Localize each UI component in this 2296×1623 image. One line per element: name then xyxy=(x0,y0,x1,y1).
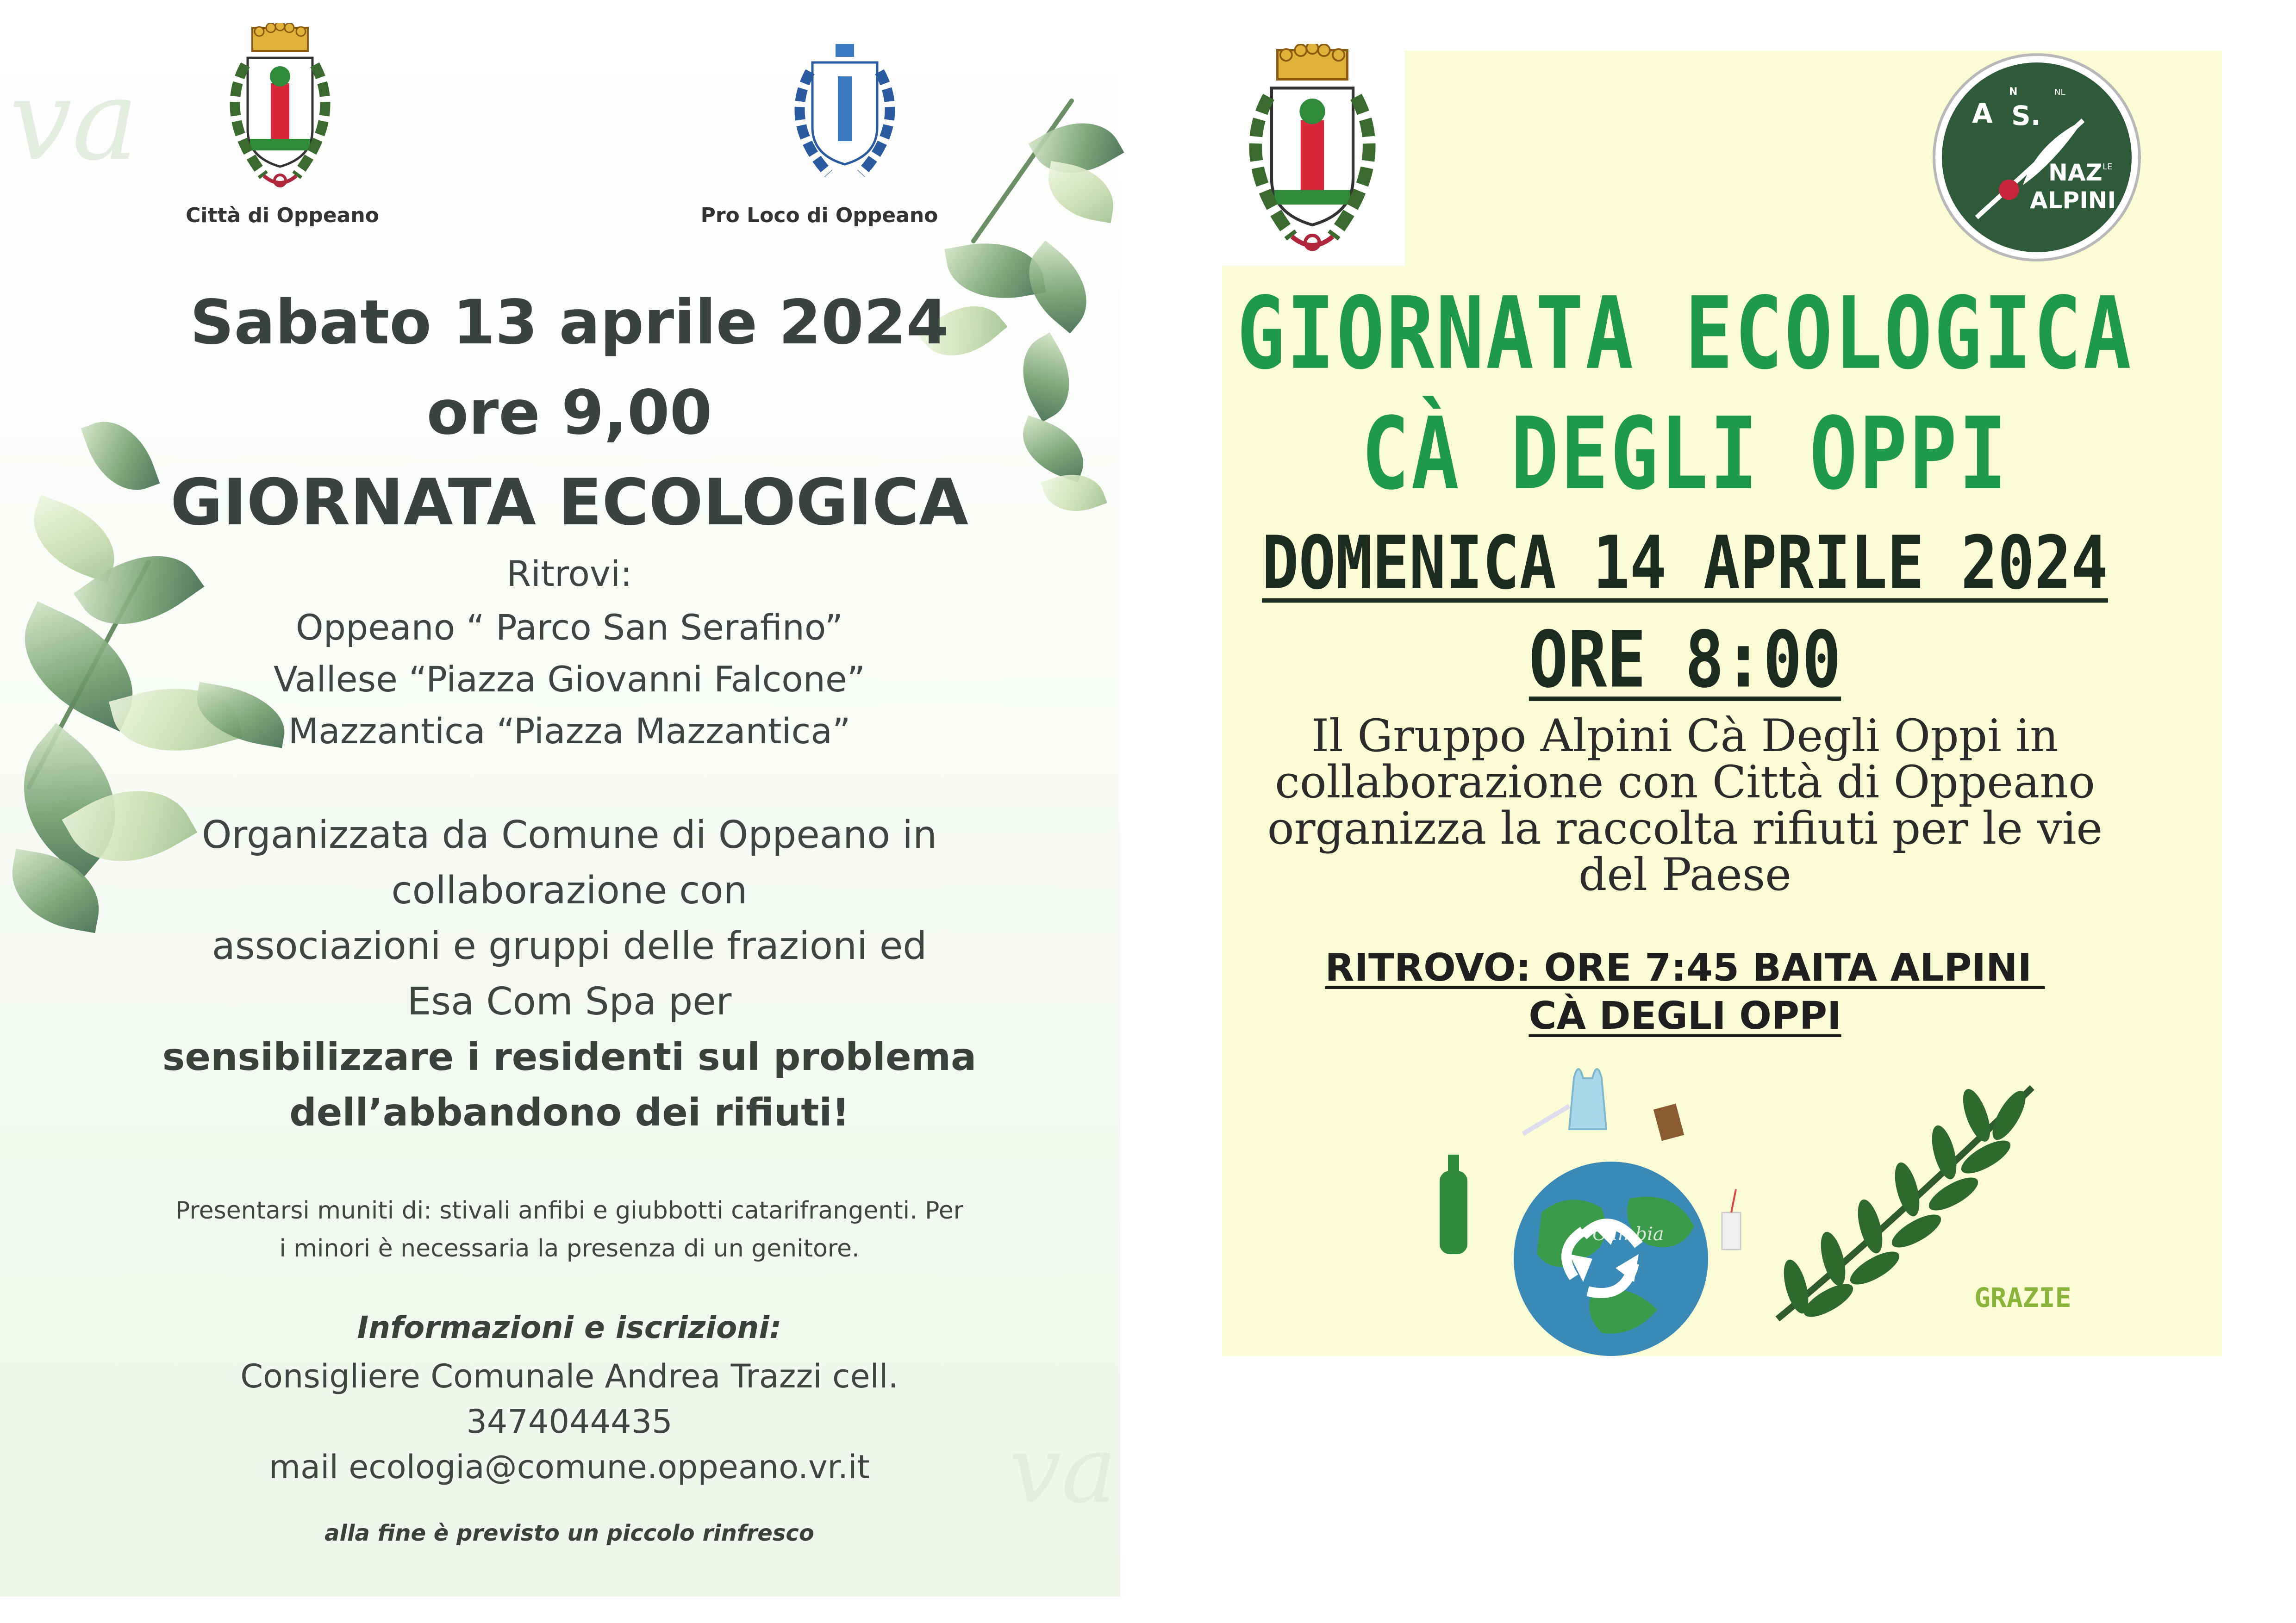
refreshment-note: alla fine è previsto un piccolo rinfresco xyxy=(324,1520,814,1546)
meeting-point-vallese: Vallese “Piazza Giovanni Falcone” xyxy=(273,659,866,700)
left-flyer xyxy=(0,0,1120,1597)
event-title: GIORNATA ECOLOGICA xyxy=(170,465,968,540)
event-description xyxy=(1222,710,2148,901)
event-time-right: ORE 8:00 xyxy=(1529,615,1841,706)
info-block xyxy=(37,1354,1102,1490)
purpose-line: sensibilizzare i residenti sul problema xyxy=(162,1035,977,1079)
meeting-line2: CÀ DEGLI OPPI xyxy=(1529,994,1841,1038)
logo-letter-n: N xyxy=(2009,86,2018,98)
organized-by-block xyxy=(37,808,1102,1030)
pro-loco-label: Pro Loco di Oppeano xyxy=(700,204,938,227)
watermark-decoration: va xyxy=(1009,1416,1117,1524)
organized-line: Organizzata da Comune di Oppeano in xyxy=(202,813,937,857)
equipment-line: i minori è necessaria la presenza di un genitore. xyxy=(279,1235,860,1262)
description-line: organizza la raccolta rifiuti per le vie xyxy=(1267,802,2103,854)
organized-line: collaborazione con xyxy=(391,869,748,913)
organized-line: associazioni e gruppi delle frazioni ed xyxy=(212,924,927,968)
eco-title-line2: CÀ DEGLI OPPI xyxy=(1361,395,2009,512)
event-date-right: DOMENICA 14 APRILE 2024 xyxy=(1262,520,2108,606)
recycle-globe-illustration xyxy=(1416,1060,1805,1356)
eco-title-line1: GIORNATA ECOLOGICA xyxy=(1237,275,2133,392)
description-line: collaborazione con Città di Oppeano xyxy=(1275,756,2095,808)
watermark-decoration: va xyxy=(9,56,138,185)
logo-letters-alpini: ALPINI xyxy=(2030,187,2116,214)
description-line: del Paese xyxy=(1578,849,1791,901)
equipment-note xyxy=(37,1192,1102,1268)
logo-letters-nl: NL xyxy=(2054,87,2065,97)
logo-letters-le: LE xyxy=(2103,162,2113,172)
citta-oppeano-label: Città di Oppeano xyxy=(186,204,379,227)
purpose-line: dell’abbandono dei rifiuti! xyxy=(289,1091,849,1135)
info-contact: Consigliere Comunale Andrea Trazzi cell. xyxy=(240,1357,898,1395)
meeting-line1: RITROVO: ORE 7:45 BAITA ALPINI xyxy=(1325,946,2045,990)
pro-loco-crest-icon xyxy=(778,44,912,183)
ana-alpini-logo-icon xyxy=(1930,51,2143,264)
info-phone: 3474044435 xyxy=(466,1403,673,1441)
logo-letter-a: A xyxy=(1972,98,1993,129)
citta-oppeano-crest-icon xyxy=(1222,44,1403,266)
logo-letters-s: S. xyxy=(2011,100,2041,131)
right-flyer xyxy=(1222,0,2148,1356)
meeting-point-mazzantica: Mazzantica “Piazza Mazzantica” xyxy=(288,710,851,752)
globe-text: Cambia xyxy=(1592,1224,1664,1245)
description-line: Il Gruppo Alpini Cà Degli Oppi in xyxy=(1311,710,2059,762)
meeting-heading: Ritrovi: xyxy=(506,553,632,594)
meeting-point-oppeano: Oppeano “ Parco San Serafino” xyxy=(295,607,843,648)
meeting-points-list xyxy=(37,602,1102,757)
info-email: mail ecologia@comune.oppeano.vr.it xyxy=(268,1448,870,1486)
logo-letters-naz: NAZ xyxy=(2048,159,2103,186)
meeting-point-right xyxy=(1222,944,2148,1040)
event-time: ore 9,00 xyxy=(426,377,712,448)
event-date: Sabato 13 aprile 2024 xyxy=(190,287,949,358)
organized-line: Esa Com Spa per xyxy=(407,980,732,1024)
thanks-text: GRAZIE xyxy=(1974,1282,2071,1313)
purpose-block xyxy=(37,1030,1102,1141)
info-heading: Informazioni e iscrizioni: xyxy=(357,1310,782,1345)
equipment-line: Presentarsi muniti di: stivali anfibi e giubbotti catarifrangenti. Per xyxy=(175,1197,964,1225)
citta-oppeano-crest-icon xyxy=(208,23,352,199)
